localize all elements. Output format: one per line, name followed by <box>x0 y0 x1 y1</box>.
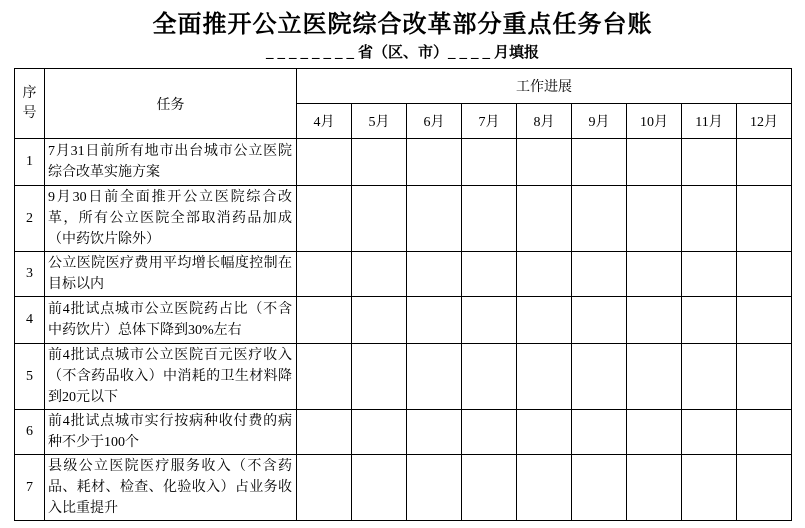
table-row <box>15 186 792 252</box>
column-header-no: 序号 <box>15 69 45 139</box>
table-row <box>15 252 792 297</box>
report-label: 月填报 <box>494 45 540 61</box>
progress-cell[interactable] <box>297 297 352 344</box>
progress-cell[interactable] <box>462 252 517 297</box>
progress-cell[interactable] <box>627 139 682 186</box>
progress-cell[interactable] <box>737 297 792 344</box>
task-text: 前4批试点城市实行按病种收付费的病种不少于100个 <box>45 410 297 455</box>
table-row <box>15 410 792 455</box>
progress-cell[interactable] <box>462 455 517 521</box>
column-header-progress: 工作进展 <box>297 69 792 104</box>
progress-cell[interactable] <box>682 186 737 252</box>
row-number: 6 <box>15 410 45 455</box>
page-title: 全面推开公立医院综合改革部分重点任务台账 <box>152 12 653 38</box>
row-number: 7 <box>15 455 45 521</box>
progress-cell[interactable] <box>572 252 627 297</box>
progress-cell[interactable] <box>352 410 407 455</box>
progress-cell[interactable] <box>737 455 792 521</box>
progress-cell[interactable] <box>572 410 627 455</box>
progress-cell[interactable] <box>517 297 572 344</box>
progress-cell[interactable] <box>462 139 517 186</box>
progress-cell[interactable] <box>407 297 462 344</box>
month-header-jul: 7月 <box>462 104 517 139</box>
progress-cell[interactable] <box>352 252 407 297</box>
progress-cell[interactable] <box>572 186 627 252</box>
task-text: 前4批试点城市公立医院药占比（不含中药饮片）总体下降到30%左右 <box>45 297 297 344</box>
progress-cell[interactable] <box>517 139 572 186</box>
progress-cell[interactable] <box>627 410 682 455</box>
table-row <box>15 297 792 344</box>
progress-cell[interactable] <box>737 410 792 455</box>
month-header-dec: 12月 <box>737 104 792 139</box>
progress-cell[interactable] <box>572 297 627 344</box>
progress-cell[interactable] <box>737 139 792 186</box>
row-number: 2 <box>15 186 45 252</box>
progress-cell[interactable] <box>352 186 407 252</box>
progress-cell[interactable] <box>297 410 352 455</box>
task-text: 县级公立医院医疗服务收入（不含药品、耗材、检查、化验收入）占业务收入比重提升 <box>45 455 297 521</box>
progress-cell[interactable] <box>572 344 627 410</box>
progress-cell[interactable] <box>462 344 517 410</box>
task-text: 9月30日前全面推开公立医院综合改革，所有公立医院全部取消药品加成（中药饮片除外） <box>45 186 297 252</box>
row-number: 3 <box>15 252 45 297</box>
progress-cell[interactable] <box>572 455 627 521</box>
subtitle <box>0 42 805 64</box>
progress-cell[interactable] <box>407 139 462 186</box>
progress-cell[interactable] <box>462 410 517 455</box>
progress-cell[interactable] <box>297 186 352 252</box>
progress-cell[interactable] <box>682 297 737 344</box>
progress-cell[interactable] <box>297 139 352 186</box>
progress-cell[interactable] <box>682 455 737 521</box>
progress-cell[interactable] <box>627 297 682 344</box>
progress-cell[interactable] <box>352 297 407 344</box>
progress-cell[interactable] <box>627 186 682 252</box>
task-text: 7月31日前所有地市出台城市公立医院综合改革实施方案 <box>45 139 297 186</box>
progress-cell[interactable] <box>352 139 407 186</box>
progress-cell[interactable] <box>462 297 517 344</box>
province-blank-field[interactable]: ________ <box>265 45 358 61</box>
progress-cell[interactable] <box>682 252 737 297</box>
progress-cell[interactable] <box>627 455 682 521</box>
month-blank-field[interactable]: ____ <box>448 45 494 61</box>
progress-cell[interactable] <box>517 410 572 455</box>
month-header-apr: 4月 <box>297 104 352 139</box>
progress-cell[interactable] <box>297 344 352 410</box>
progress-cell[interactable] <box>517 252 572 297</box>
month-header-jun: 6月 <box>407 104 462 139</box>
progress-cell[interactable] <box>627 344 682 410</box>
table-row <box>15 139 792 186</box>
month-header-aug: 8月 <box>517 104 572 139</box>
progress-cell[interactable] <box>352 455 407 521</box>
progress-cell[interactable] <box>407 455 462 521</box>
progress-cell[interactable] <box>517 455 572 521</box>
progress-cell[interactable] <box>737 344 792 410</box>
progress-cell[interactable] <box>682 139 737 186</box>
progress-cell[interactable] <box>572 139 627 186</box>
progress-cell[interactable] <box>352 344 407 410</box>
progress-cell[interactable] <box>682 344 737 410</box>
column-header-task: 任务 <box>45 69 297 139</box>
progress-cell[interactable] <box>297 455 352 521</box>
progress-cell[interactable] <box>627 252 682 297</box>
progress-cell[interactable] <box>517 186 572 252</box>
progress-cell[interactable] <box>517 344 572 410</box>
row-number: 5 <box>15 344 45 410</box>
progress-cell[interactable] <box>462 186 517 252</box>
progress-cell[interactable] <box>682 410 737 455</box>
progress-cell[interactable] <box>407 344 462 410</box>
table-row <box>15 344 792 410</box>
progress-cell[interactable] <box>737 186 792 252</box>
progress-cell[interactable] <box>407 186 462 252</box>
month-header-nov: 11月 <box>682 104 737 139</box>
progress-cell[interactable] <box>737 252 792 297</box>
row-number: 4 <box>15 297 45 344</box>
task-ledger-table <box>14 68 792 521</box>
progress-cell[interactable] <box>407 252 462 297</box>
table-row <box>15 455 792 521</box>
task-text: 公立医院医疗费用平均增长幅度控制在目标以内 <box>45 252 297 297</box>
row-number: 1 <box>15 139 45 186</box>
task-text: 前4批试点城市公立医院百元医疗收入（不含药品收入）中消耗的卫生材料降到20元以下 <box>45 344 297 410</box>
month-header-sep: 9月 <box>572 104 627 139</box>
month-header-may: 5月 <box>352 104 407 139</box>
month-header-oct: 10月 <box>627 104 682 139</box>
progress-cell[interactable] <box>407 410 462 455</box>
progress-cell[interactable] <box>297 252 352 297</box>
province-label: 省（区、市） <box>357 45 448 61</box>
